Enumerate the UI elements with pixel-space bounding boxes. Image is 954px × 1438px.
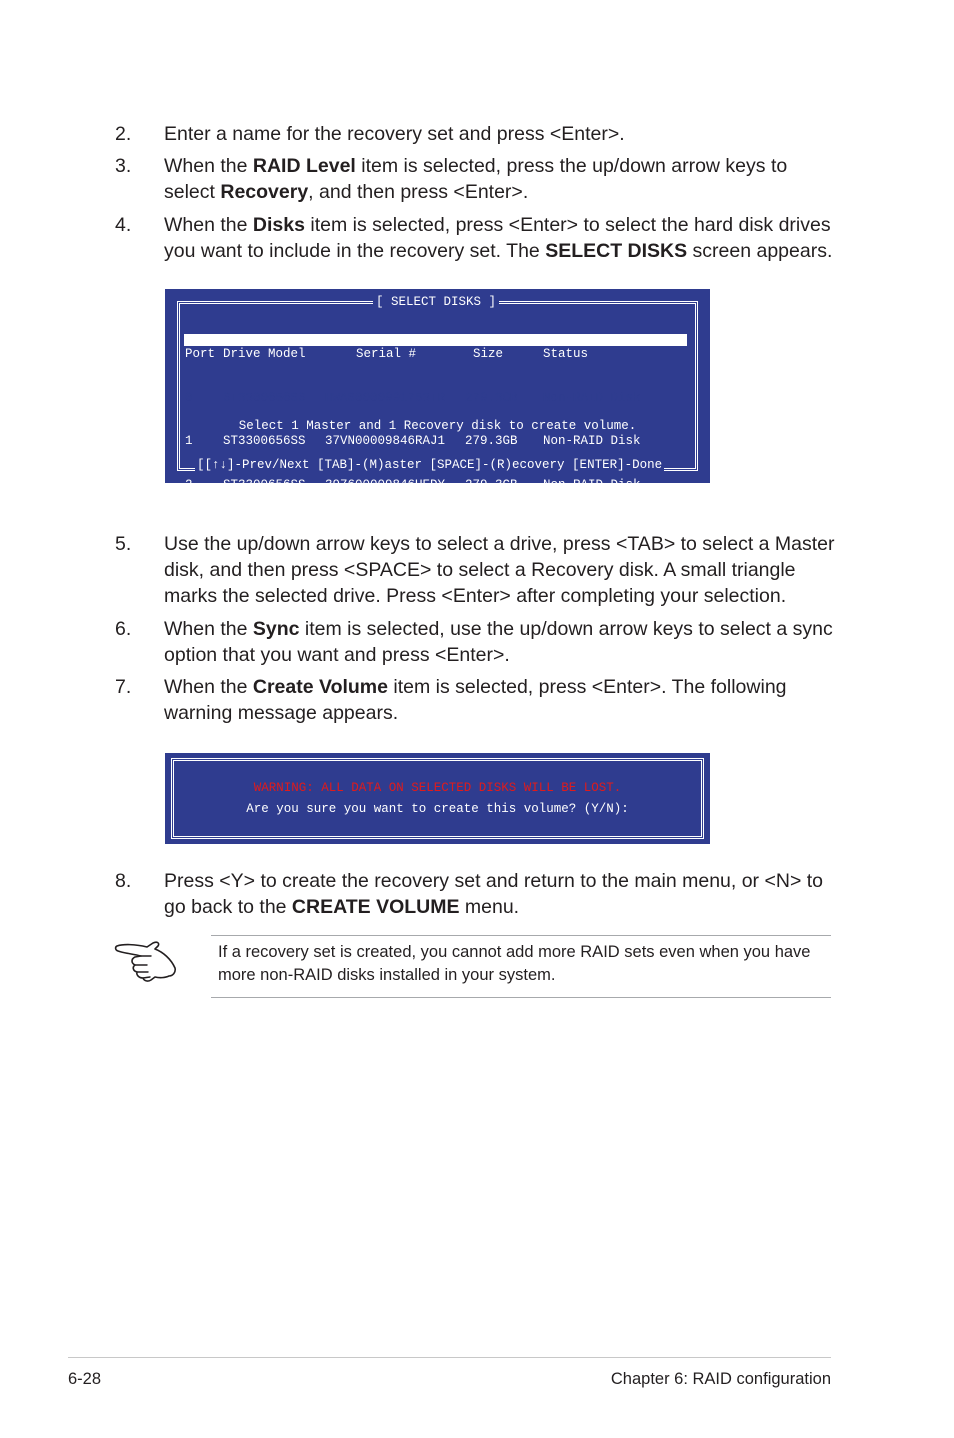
size-column: [465, 318, 518, 565]
confirm-prompt[interactable]: Are you sure you want to create this volume? (Y/N):: [246, 802, 629, 816]
row-1-model[interactable]: ST3300656SS: [223, 434, 306, 448]
row-0-port[interactable]: 0: [185, 390, 193, 405]
step-4: [115, 212, 840, 264]
row-3-port[interactable]: 3: [185, 521, 193, 535]
text-run: menu.: [459, 896, 520, 918]
step-text: [164, 531, 840, 609]
step-number: 4.: [115, 214, 132, 236]
row-2-port[interactable]: 2: [185, 477, 193, 492]
step-7: [115, 674, 840, 726]
key-legend: [[↑↓]-Prev/Next [TAB]-(M)aster [SPACE]-(R)ecovery [ENTER]-Done: [197, 458, 663, 472]
row-1-port[interactable]: 1: [185, 434, 193, 448]
row-1-status[interactable]: Non-RAID Disk: [543, 434, 641, 448]
hand-pointing-icon: [113, 932, 179, 989]
step-5: [115, 531, 840, 609]
bold-term: Create Volume: [252, 676, 388, 698]
step-text: [164, 868, 840, 920]
bold-term: Recovery: [220, 181, 309, 203]
row-1-serial[interactable]: 37VN00009846RAJ1: [325, 434, 446, 448]
bold-term: RAID Level: [252, 155, 356, 177]
note-text: If a recovery set is created, you cannot add more RAID sets even when you have more non-RAID disks installed in your system.: [218, 943, 811, 984]
warning-frame: [171, 758, 704, 839]
text-run: When the: [164, 676, 253, 698]
row-1-size[interactable]: 279.3GB: [465, 434, 518, 448]
text-run: item is selected, press <Enter>. The following warning message appears.: [164, 676, 787, 724]
row-0-model[interactable]: ST3300656SS: [223, 390, 306, 405]
header-status: Status: [543, 347, 589, 361]
warning-screen: [165, 753, 710, 844]
bold-term: Disks: [252, 214, 305, 236]
select-disks-screen: [165, 289, 710, 535]
row-0-serial[interactable]: HWAS0000991753TR: [325, 390, 446, 405]
step-text: [164, 674, 840, 726]
row-3-status[interactable]: Non-RAID Disk: [543, 521, 641, 535]
instruction-message: Select 1 Master and 1 Recovery disk to create volume.: [238, 419, 637, 433]
port-column: [185, 318, 215, 565]
row-0-size[interactable]: 279.3GB: [465, 390, 518, 405]
step-number: 3.: [115, 155, 132, 177]
step-text: [164, 121, 840, 147]
row-2-status[interactable]: Non-RAID Disk: [543, 477, 641, 492]
step-number: 5.: [115, 533, 132, 555]
row-3-model[interactable]: ST3300656SS: [223, 521, 306, 535]
step-2: [115, 121, 840, 147]
header-model: Drive Model: [223, 347, 306, 361]
bold-term: Sync: [252, 618, 300, 640]
chapter-title: Chapter 6: RAID configuration: [610, 1370, 831, 1388]
bold-term: CREATE VOLUME: [291, 896, 460, 918]
text-run: When the: [164, 155, 253, 177]
model-column: [223, 318, 306, 565]
text-run: , and then press <Enter>.: [308, 181, 529, 203]
text-run: item is selected, press the up/down arrow keys to select: [164, 155, 788, 203]
text-run: When the: [164, 214, 253, 236]
step-number: 2.: [115, 123, 132, 145]
step-6: [115, 616, 840, 668]
text-run: screen appears.: [687, 240, 833, 262]
status-column: [543, 318, 641, 565]
footer-rule: [68, 1357, 831, 1358]
note-bottom-rule: [211, 997, 831, 998]
step-number: 7.: [115, 676, 132, 698]
row-2-model[interactable]: ST3300656SS: [223, 477, 306, 492]
row-0-status[interactable]: Non-RAID Disk: [543, 390, 641, 405]
step-text: [164, 153, 840, 205]
header-port: Port: [185, 347, 216, 361]
text-run: Use the up/down arrow keys to select a drive, press <TAB> to select a Master disk, and then press <SPACE> to select a Recovery disk. A small triangle marks the selected drive. Press <Enter> after completing your selection.: [164, 533, 835, 607]
note-top-rule: [211, 935, 831, 936]
text-run: Press <Y> to create the recovery set and return to the main menu, or <N> to go back to the: [164, 870, 824, 918]
step-number: 6.: [115, 618, 132, 640]
page-number: 6-28: [68, 1370, 102, 1388]
text-run: item is selected, press <Enter> to select the hard disk drives you want to include in the recovery set. The: [164, 214, 831, 262]
serial-column: [325, 318, 445, 565]
step-number: 8.: [115, 870, 132, 892]
text-run: When the: [164, 618, 253, 640]
header-size: Size: [473, 347, 504, 361]
bold-term: SELECT DISKS: [545, 240, 688, 262]
step-8: [115, 868, 840, 920]
row-2-size[interactable]: 279.3GB: [465, 477, 518, 492]
text-run: item is selected, use the up/down arrow keys to select a sync option that you want and press <Enter>.: [164, 618, 833, 666]
row-3-serial[interactable]: GWC50000991756G6: [325, 521, 446, 535]
screen-title: [ SELECT DISKS ]: [373, 295, 499, 309]
row-3-size[interactable]: 279.3GB: [465, 521, 518, 535]
header-serial: Serial #: [356, 347, 417, 361]
step-3: [115, 153, 840, 205]
text-run: Enter a name for the recovery set and press <Enter>.: [164, 123, 625, 145]
warning-message: WARNING: ALL DATA ON SELECTED DISKS WILL BE LOST.: [253, 781, 622, 795]
row-2-serial[interactable]: 397600009846UEDY: [325, 477, 446, 492]
step-text: [164, 616, 840, 668]
step-text: [164, 212, 840, 264]
